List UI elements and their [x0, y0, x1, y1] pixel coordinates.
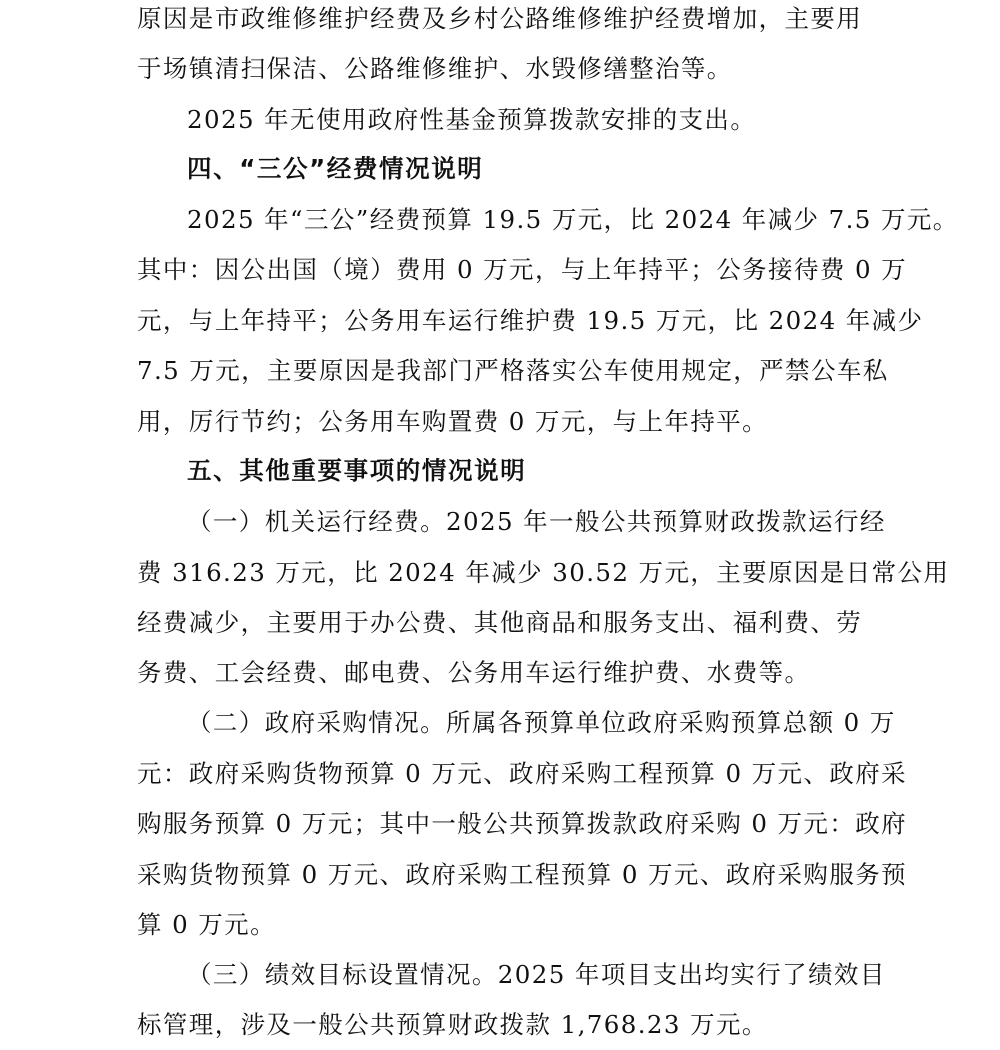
paragraph-line-12: 费 316.23 万元，比 2024 年减少 30.52 万元，主要原因是日常公用 [137, 558, 950, 587]
paragraph-line-6: 其中：因公出国（境）费用 0 万元，与上年持平；公务接待费 0 万 [137, 255, 908, 284]
paragraph-line-2: 于场镇清扫保洁、公路维修维护、水毁修缮整治等。 [137, 54, 733, 83]
paragraph-line-3: 2025 年无使用政府性基金预算拨款安排的支出。 [187, 105, 757, 134]
paragraph-line-5: 2025 年“三公”经费预算 19.5 万元，比 2024 年减少 7.5 万元。 [187, 205, 959, 234]
paragraph-line-14: 务费、工会经费、邮电费、公务用车运行维护费、水费等。 [137, 658, 811, 687]
paragraph-line-1: 原因是市政维修维护经费及乡村公路维修维护经费增加，主要用 [137, 4, 863, 33]
paragraph-line-19: 算 0 万元。 [137, 910, 276, 939]
paragraph-line-17: 购服务预算 0 万元；其中一般公共预算拨款政府采购 0 万元：政府 [137, 809, 908, 838]
paragraph-line-9: 用，厉行节约；公务用车购置费 0 万元，与上年持平。 [137, 407, 769, 436]
paragraph-line-16: 元：政府采购货物预算 0 万元、政府采购工程预算 0 万元、政府采 [137, 759, 908, 788]
paragraph-line-11: （一）机关运行经费。2025 年一般公共预算财政拨款运行经 [187, 507, 886, 536]
paragraph-line-15: （二）政府采购情况。所属各预算单位政府采购预算总额 0 万 [187, 708, 896, 737]
section-heading-five: 五、其他重要事项的情况说明 [187, 456, 527, 485]
section-heading-four: 四、“三公”经费情况说明 [187, 154, 484, 183]
paragraph-line-7: 元，与上年持平；公务用车运行维护费 19.5 万元，比 2024 年减少 [137, 306, 924, 335]
paragraph-line-13: 经费减少，主要用于办公费、其他商品和服务支出、福利费、劳 [137, 608, 863, 637]
paragraph-line-8: 7.5 万元，主要原因是我部门严格落实公车使用规定，严禁公车私 [137, 356, 889, 385]
paragraph-line-20: （三）绩效目标设置情况。2025 年项目支出均实行了绩效目 [187, 960, 886, 989]
paragraph-line-18: 采购货物预算 0 万元、政府采购工程预算 0 万元、政府采购服务预 [137, 860, 908, 889]
paragraph-line-21: 标管理，涉及一般公共预算财政拨款 1,768.23 万元。 [137, 1010, 768, 1039]
